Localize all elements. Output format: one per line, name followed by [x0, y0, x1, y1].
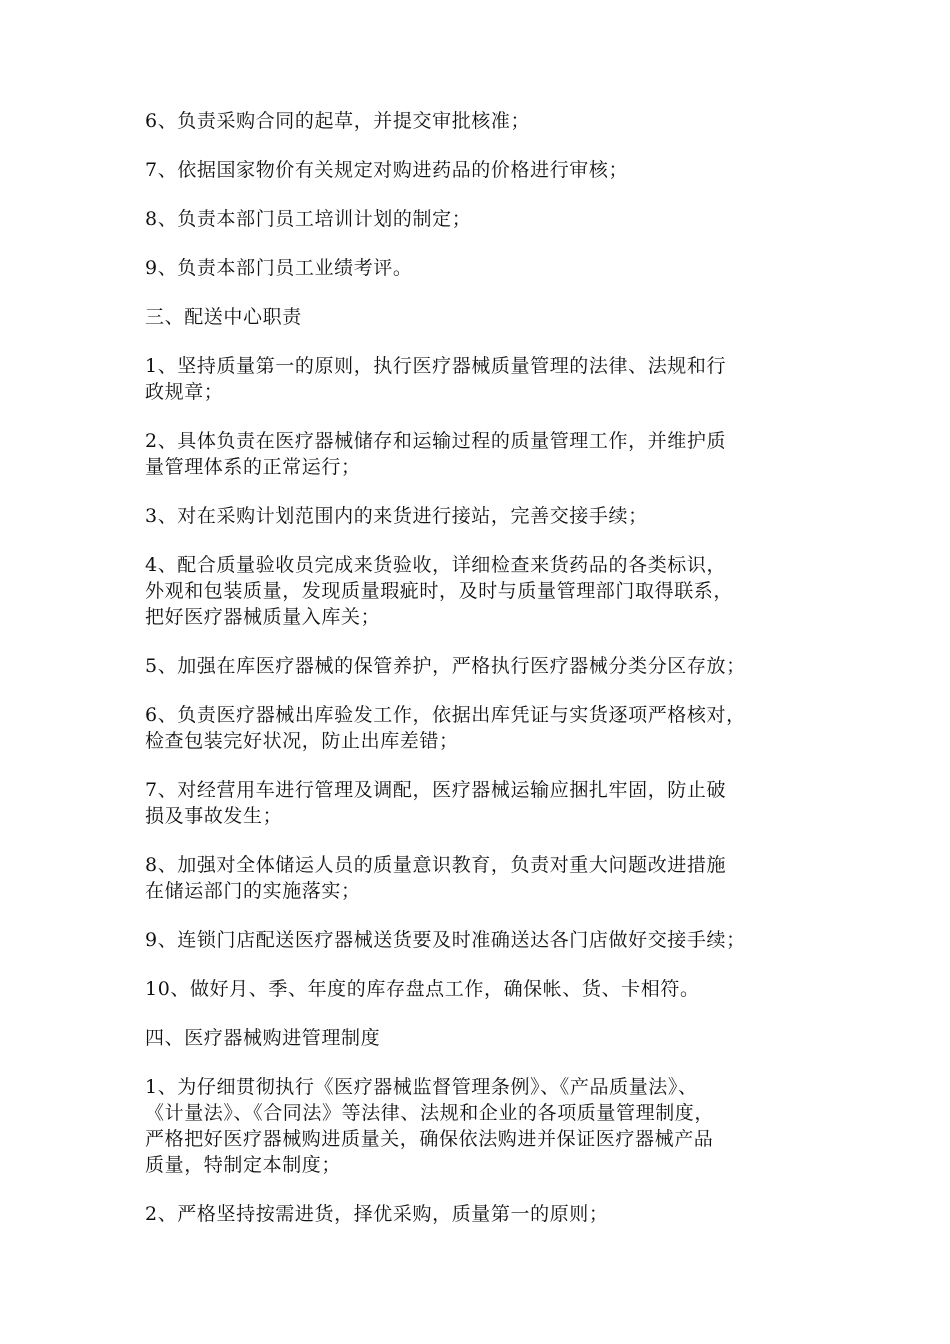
text-line: 6、负责医疗器械出库验发工作，依据出库凭证与实货逐项严格核对， — [145, 704, 746, 726]
paragraph-item-7 — [145, 157, 825, 183]
heading-text: 三、配送中心职责 — [145, 306, 302, 328]
text-line: 2、严格坚持按需进货，择优采购，质量第一的原则； — [145, 1203, 609, 1225]
paragraph-duty-7 — [145, 777, 825, 829]
text-line: 检查包装完好状况，防止出库差错； — [145, 730, 459, 752]
paragraph-duty-1 — [145, 353, 825, 405]
paragraph-item-8 — [145, 206, 825, 232]
text-line: 10、做好月、季、年度的库存盘点工作，确保帐、货、卡相符。 — [145, 978, 700, 1000]
text-line: 1、为仔细贯彻执行《医疗器械监督管理条例》、《产品质量法》、 — [145, 1076, 698, 1098]
paragraph-duty-2 — [145, 428, 825, 480]
text-line: 把好医疗器械质量入库关； — [145, 606, 381, 628]
section-heading-purchase-policy — [145, 1025, 825, 1051]
text-line: 7、对经营用车进行管理及调配，医疗器械运输应捆扎牢固，防止破 — [145, 779, 727, 801]
paragraph-item-9 — [145, 255, 825, 281]
text-line: 8、负责本部门员工培训计划的制定； — [145, 208, 472, 230]
text-line: 8、加强对全体储运人员的质量意识教育，负责对重大问题改进措施 — [145, 854, 727, 876]
text-line: 3、对在采购计划范围内的来货进行接站，完善交接手续； — [145, 505, 648, 527]
text-line: 2、具体负责在医疗器械储存和运输过程的质量管理工作，并维护质 — [145, 430, 727, 452]
heading-text: 四、医疗器械购进管理制度 — [145, 1027, 381, 1049]
paragraph-policy-1 — [145, 1074, 825, 1178]
paragraph-item-6 — [145, 108, 825, 134]
text-line: 9、负责本部门员工业绩考评。 — [145, 257, 413, 279]
document-body — [145, 108, 825, 1250]
text-line: 6、负责采购合同的起草，并提交审批核准； — [145, 110, 531, 132]
text-line: 1、坚持质量第一的原则，执行医疗器械质量管理的法律、法规和行 — [145, 355, 727, 377]
text-line: 在储运部门的实施落实； — [145, 880, 361, 902]
text-line: 9、连锁门店配送医疗器械送货要及时准确送达各门店做好交接手续； — [145, 929, 746, 951]
text-line: 量管理体系的正常运行； — [145, 456, 361, 478]
paragraph-duty-5 — [145, 653, 825, 679]
paragraph-policy-2 — [145, 1201, 825, 1227]
section-heading-distribution-center — [145, 304, 825, 330]
text-line: 5、加强在库医疗器械的保管养护，严格执行医疗器械分类分区存放； — [145, 655, 746, 677]
paragraph-duty-10 — [145, 976, 825, 1002]
paragraph-duty-9 — [145, 927, 825, 953]
paragraph-duty-4 — [145, 552, 825, 630]
text-line: 质量，特制定本制度； — [145, 1154, 342, 1176]
text-line: 外观和包装质量，发现质量瑕疵时，及时与质量管理部门取得联系， — [145, 580, 734, 602]
text-line: 《计量法》、《合同法》等法律、法规和企业的各项质量管理制度， — [145, 1102, 715, 1124]
text-line: 损及事故发生； — [145, 805, 283, 827]
text-line: 4、配合质量验收员完成来货验收，详细检查来货药品的各类标识， — [145, 554, 727, 576]
paragraph-duty-3 — [145, 503, 825, 529]
text-line: 严格把好医疗器械购进质量关，确保依法购进并保证医疗器械产品 — [145, 1128, 714, 1150]
paragraph-duty-8 — [145, 852, 825, 904]
text-line: 政规章； — [145, 381, 224, 403]
text-line: 7、依据国家物价有关规定对购进药品的价格进行审核； — [145, 159, 629, 181]
paragraph-duty-6 — [145, 702, 825, 754]
